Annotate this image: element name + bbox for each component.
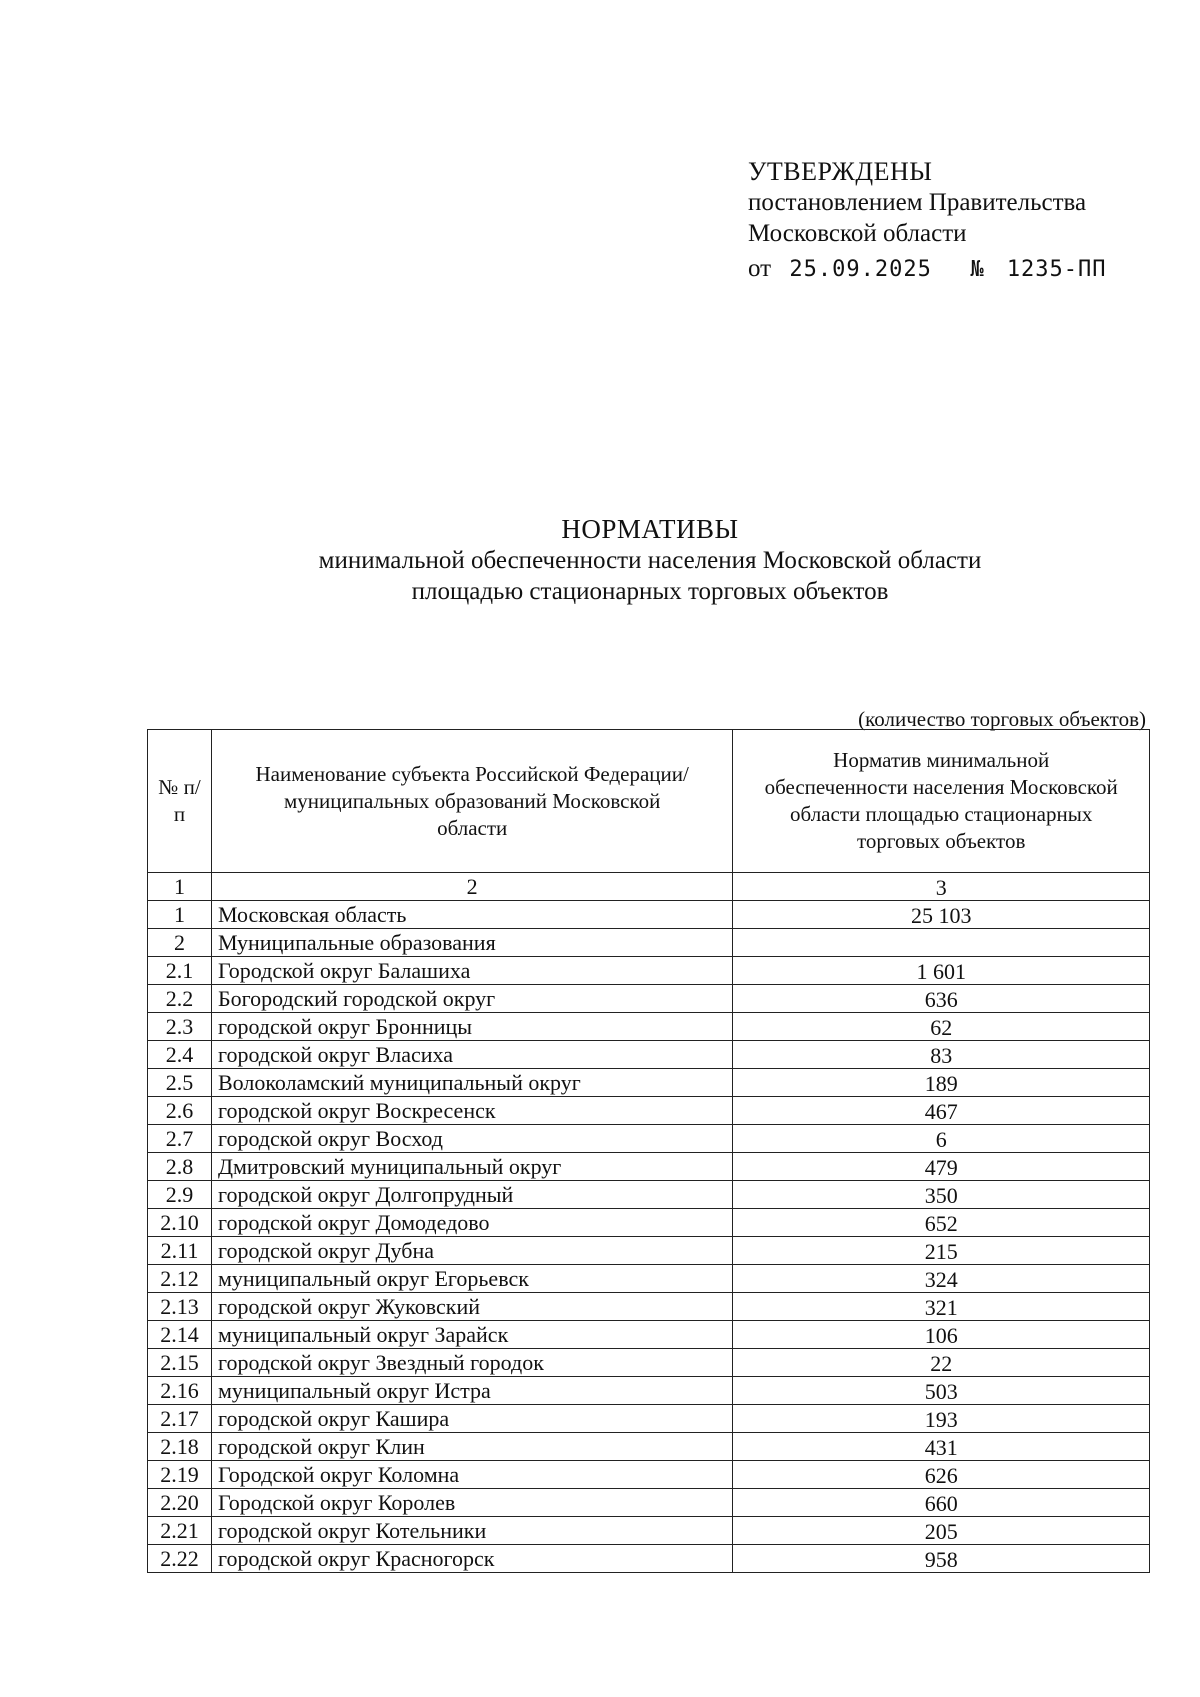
title-sub-2: площадью стационарных торговых объектов (411, 578, 889, 605)
row-number: 2.18 (148, 1433, 212, 1461)
row-number: 2.3 (148, 1013, 212, 1041)
row-value: 193 (733, 1405, 1150, 1433)
row-name: городской округ Котельники (211, 1517, 732, 1545)
table-row (148, 1545, 1150, 1573)
row-name: Богородский городской округ (211, 985, 732, 1013)
row-value: 6 (733, 1125, 1150, 1153)
row-value: 479 (733, 1153, 1150, 1181)
row-number: 2.9 (148, 1181, 212, 1209)
row-name: городской округ Восход (211, 1125, 732, 1153)
row-name: городской округ Домодедово (211, 1209, 732, 1237)
row-value: 350 (733, 1181, 1150, 1209)
row-name: Волоколамский муниципальный округ (211, 1069, 732, 1097)
table-row (148, 1517, 1150, 1545)
row-value: 62 (733, 1013, 1150, 1041)
row-name: городской округ Бронницы (211, 1013, 732, 1041)
row-value: 503 (733, 1377, 1150, 1405)
approval-line-1: постановлением Правительства (748, 189, 1087, 216)
row-value: 1 601 (733, 957, 1150, 985)
row-number: 2.6 (148, 1097, 212, 1125)
row-value: 324 (733, 1265, 1150, 1293)
table-row (148, 1181, 1150, 1209)
approval-date: 25.09.2025 (789, 257, 932, 282)
table-row (148, 1349, 1150, 1377)
approval-heading: УТВЕРЖДЕНЫ (748, 157, 933, 186)
row-name: городской округ Дубна (211, 1237, 732, 1265)
row-number: 2.8 (148, 1153, 212, 1181)
row-number: 2.10 (148, 1209, 212, 1237)
table-row (148, 1405, 1150, 1433)
row-number: 2.1 (148, 957, 212, 985)
table-row (148, 1013, 1150, 1041)
row-name: городской округ Красногорск (211, 1545, 732, 1573)
row-value: 83 (733, 1041, 1150, 1069)
row-value: 467 (733, 1097, 1150, 1125)
table-row (148, 1377, 1150, 1405)
row-value: 431 (733, 1433, 1150, 1461)
table-row (148, 929, 1150, 957)
norms-table (147, 729, 1150, 1573)
row-name: Городской округ Коломна (211, 1461, 732, 1489)
row-value: 215 (733, 1237, 1150, 1265)
header-name: Наименование субъекта Российской Федерации/муниципальных образований Московской области (211, 730, 732, 873)
row-number: 2.16 (148, 1377, 212, 1405)
table-body (148, 873, 1150, 1573)
row-value: 321 (733, 1293, 1150, 1321)
row-value: 25 103 (733, 901, 1150, 929)
row-number: 2.14 (148, 1321, 212, 1349)
row-value: 22 (733, 1349, 1150, 1377)
row-number: 2.15 (148, 1349, 212, 1377)
column-number: 3 (733, 873, 1150, 901)
row-number: 2.13 (148, 1293, 212, 1321)
row-name: городской округ Жуковский (211, 1293, 732, 1321)
table-row (148, 1489, 1150, 1517)
table-row (148, 1209, 1150, 1237)
row-name: муниципальный округ Зарайск (211, 1321, 732, 1349)
row-name: муниципальный округ Егорьевск (211, 1265, 732, 1293)
row-number: 2.12 (148, 1265, 212, 1293)
row-value: 626 (733, 1461, 1150, 1489)
row-value: 636 (733, 985, 1150, 1013)
column-numbers-row (148, 873, 1150, 901)
row-value: 189 (733, 1069, 1150, 1097)
row-number: 2.2 (148, 985, 212, 1013)
row-number: 2.11 (148, 1237, 212, 1265)
row-value: 205 (733, 1517, 1150, 1545)
row-number: 2.17 (148, 1405, 212, 1433)
header-norm: Норматив минимальной обеспеченности населения Московской области площадью стационарных торговых объектов (733, 730, 1150, 873)
document-title (150, 514, 1150, 607)
row-number: 1 (148, 901, 212, 929)
row-name: муниципальный округ Истра (211, 1377, 732, 1405)
row-number: 2.20 (148, 1489, 212, 1517)
row-number: 2.19 (148, 1461, 212, 1489)
header-num: № п/п (148, 730, 212, 873)
table-row (148, 1153, 1150, 1181)
approval-date-line (748, 253, 1107, 285)
table-row (148, 1125, 1150, 1153)
table-row (148, 1321, 1150, 1349)
row-name: городской округ Воскресенск (211, 1097, 732, 1125)
row-number: 2 (148, 929, 212, 957)
table-row (148, 1097, 1150, 1125)
table-row (148, 901, 1150, 929)
approval-number: 1235-ПП (1006, 257, 1107, 282)
unit-note: (количество торговых объектов) (858, 707, 1146, 731)
row-name: Московская область (211, 901, 732, 929)
row-number: 2.5 (148, 1069, 212, 1097)
row-name: Городской округ Балашиха (211, 957, 732, 985)
row-name: городской округ Клин (211, 1433, 732, 1461)
column-number: 1 (148, 873, 212, 901)
row-number: 2.22 (148, 1545, 212, 1573)
row-name: городской округ Звездный городок (211, 1349, 732, 1377)
table-row (148, 1237, 1150, 1265)
row-value: 660 (733, 1489, 1150, 1517)
row-value: 106 (733, 1321, 1150, 1349)
number-sign: № (970, 257, 985, 282)
table-row (148, 1069, 1150, 1097)
row-number: 2.4 (148, 1041, 212, 1069)
row-number: 2.21 (148, 1517, 212, 1545)
column-number: 2 (211, 873, 732, 901)
date-prefix: от (748, 255, 772, 282)
row-value: 652 (733, 1209, 1150, 1237)
approval-block (748, 156, 1107, 285)
table-row (148, 1265, 1150, 1293)
row-name: Городской округ Королев (211, 1489, 732, 1517)
row-value (733, 929, 1150, 957)
table-row (148, 985, 1150, 1013)
row-name: городской округ Долгопрудный (211, 1181, 732, 1209)
table-row (148, 1041, 1150, 1069)
row-name: городской округ Власиха (211, 1041, 732, 1069)
row-number: 2.7 (148, 1125, 212, 1153)
row-name: городской округ Кашира (211, 1405, 732, 1433)
row-name: Дмитровский муниципальный округ (211, 1153, 732, 1181)
title-main: НОРМАТИВЫ (561, 514, 739, 544)
title-sub-1: минимальной обеспеченности населения Московской области (318, 547, 982, 574)
row-name: Муниципальные образования (211, 929, 732, 957)
row-value: 958 (733, 1545, 1150, 1573)
table-header-row (148, 730, 1150, 873)
table-row (148, 1433, 1150, 1461)
table-row (148, 1461, 1150, 1489)
approval-line-2: Московской области (748, 220, 967, 247)
table-row (148, 957, 1150, 985)
table-row (148, 1293, 1150, 1321)
